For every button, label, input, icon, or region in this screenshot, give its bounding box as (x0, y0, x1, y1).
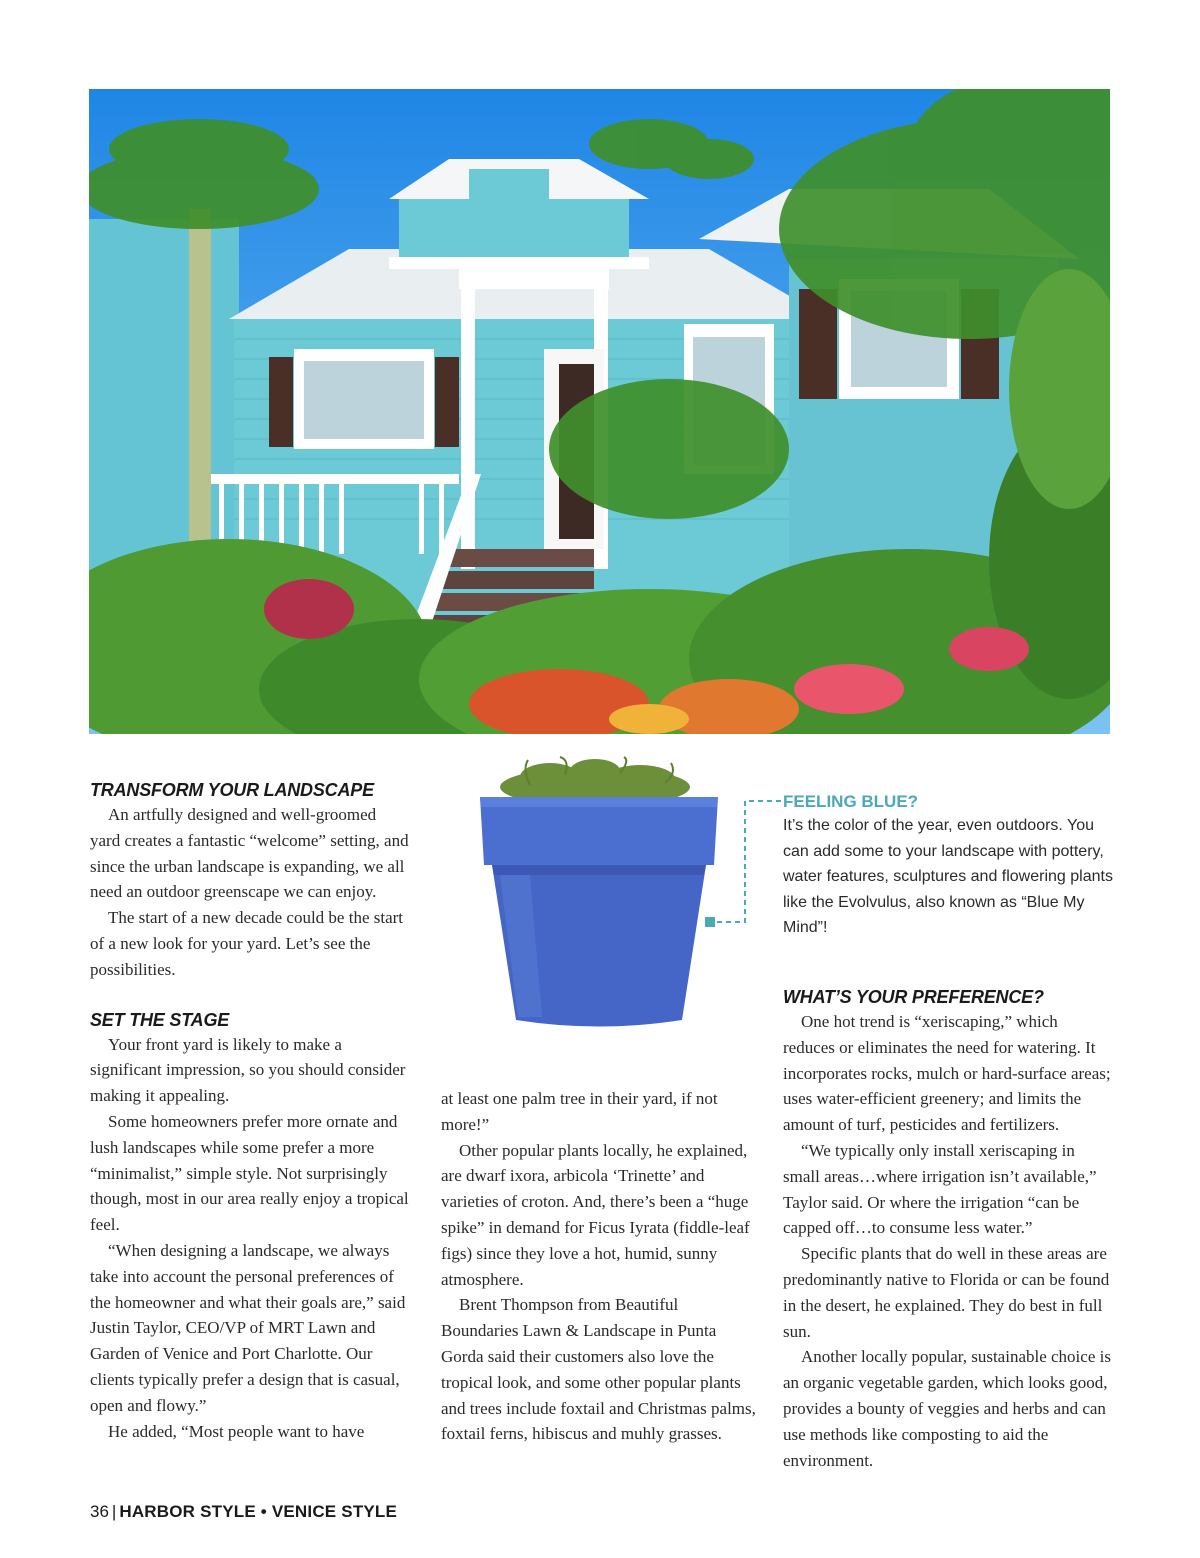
paragraph: The start of a new decade could be the start of a new look for your yard. Let’s see the possibilities. (90, 908, 404, 979)
magazine-name: HARBOR STYLE • VENICE STYLE (119, 1502, 398, 1521)
article-column-3 (783, 985, 1113, 1473)
paragraph: Other popular plants locally, he explained, are dwarf ixora, arbicola ‘Trinette’ and varieties of croton. And, there’s been a “huge spike” in demand for Ficus Iyrata (fiddle-leaf figs) since they love a hot, humid, sunny atmosphere. (441, 1140, 750, 1289)
paragraph: He added, “Most people want to have (108, 1421, 365, 1441)
house-illustration (89, 89, 1110, 734)
article-column-1 (90, 778, 410, 1444)
paragraph: Some homeowners prefer more ornate and lush landscapes while some prefer a more “minimalist,” simple style. Not surprisingly though, most in our area really enjoy a tropical feel. (90, 1111, 409, 1235)
paragraph: “When designing a landscape, we always take into account the personal preferences of the homeowner and what their goals are,” said Justin Taylor, CEO/VP of MRT Lawn and Garden of Venice and Port Charlotte. Our clients typically prefer a design that is casual, open and flowy.” (90, 1240, 406, 1415)
paragraph: Specific plants that do well in these areas are predominantly native to Florida or can be found in the desert, he explained. They do best in full sun. (783, 1244, 1110, 1341)
paragraph: One hot trend is “xeriscaping,” which reduces or eliminates the need for watering. It incorporates rocks, mulch or hard-surface areas; uses water-efficient greenery; and limits the amount of turf, pesticides and fertilizers. (783, 1012, 1111, 1135)
heading-transform-your-landscape: TRANSFORM YOUR LANDSCAPE (90, 780, 374, 800)
sidebar-body: It’s the color of the year, even outdoors. You can add some to your landscape with pottery, water features, sculptures and flowering plants like the Evolvulus, also known as “Blue My Mind”! (783, 817, 1113, 937)
heading-set-the-stage: SET THE STAGE (90, 1009, 230, 1030)
footer-separator: | (111, 1502, 117, 1521)
paragraph: An artfully designed and well-groomed yard creates a fantastic “welcome” setting, and since the urban landscape is expanding, we all need an outdoor greenscape we can enjoy. (90, 805, 409, 902)
paragraph: Your front yard is likely to make a significant impression, so you should consider making it appealing. (90, 1034, 406, 1106)
paragraph: “We typically only install xeriscaping in small areas…where irrigation isn’t available,” Taylor said. Or where the irrigation “can be capped off…to consume less water.” (783, 1140, 1097, 1238)
page-number: 36 (90, 1502, 109, 1521)
paragraph: Brent Thompson from Beautiful Boundaries Lawn & Landscape in Punta Gorda said their customers also love the tropical look, and some other popular plants and trees include foxtail and Christmas palms, foxtail ferns, hibiscus and muhly grasses. (441, 1295, 756, 1444)
blue-flower-pot-image (470, 755, 730, 1030)
page-footer (90, 1502, 397, 1522)
hero-photo-house (89, 89, 1110, 734)
article-column-2 (441, 1086, 759, 1447)
paragraph: Another locally popular, sustainable choice is an organic vegetable garden, which looks good, provides a bounty of veggies and herbs and can use methods like composting to aid the environment. (783, 1347, 1111, 1470)
heading-whats-your-preference: WHAT’S YOUR PREFERENCE? (783, 987, 1044, 1007)
dashed-leader-line (705, 795, 785, 930)
sidebar-feeling-blue (783, 791, 1113, 941)
sidebar-title: FEELING BLUE? (783, 792, 919, 811)
paragraph: at least one palm tree in their yard, if not more!” (441, 1089, 718, 1134)
